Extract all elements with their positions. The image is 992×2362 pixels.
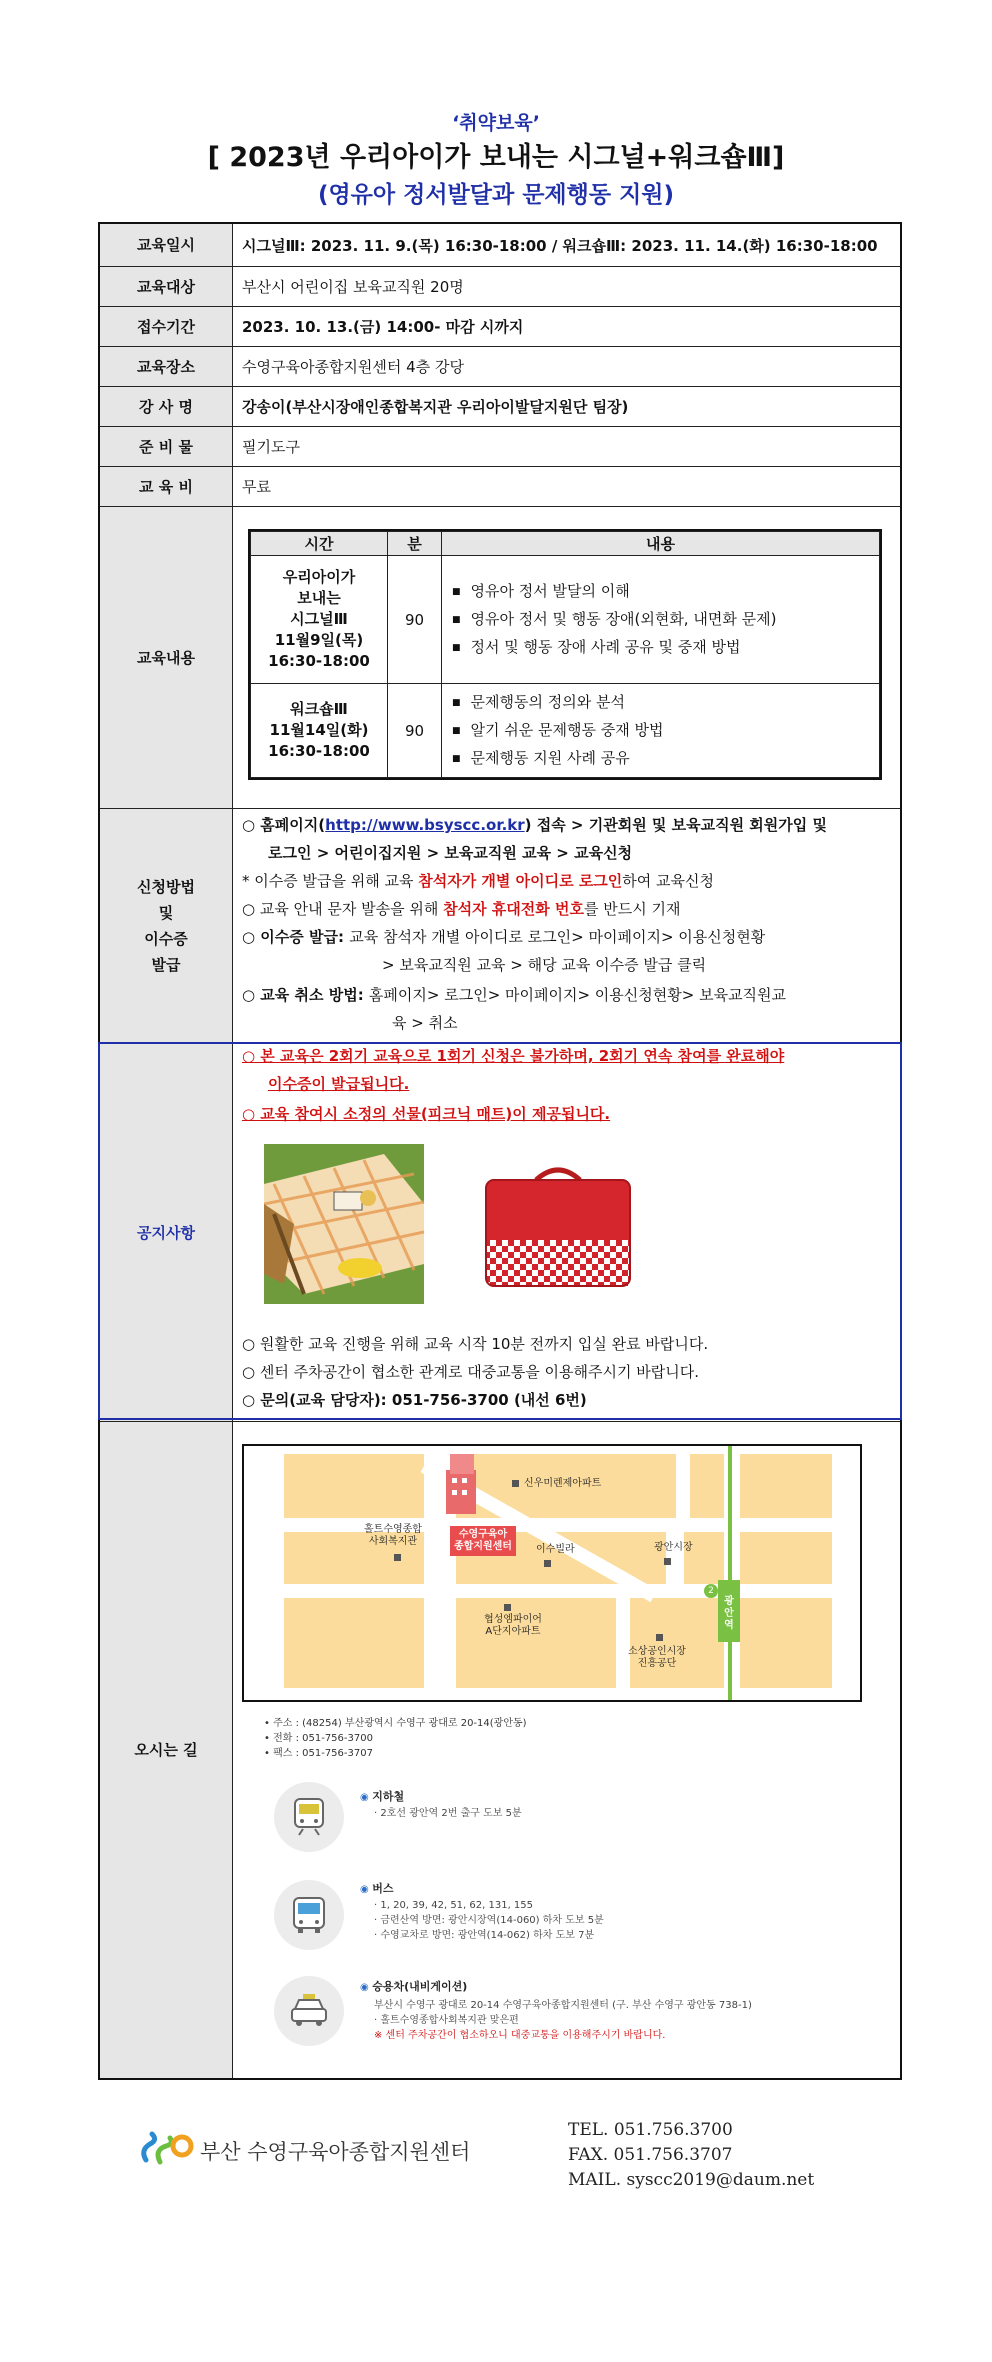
- row-supplies: [100, 427, 900, 467]
- map-market: 광안시장: [654, 1542, 693, 1553]
- location-map[interactable]: [242, 1444, 862, 1702]
- list-item: ■ 영유아 정서 및 행동 장애(외현화, 내면화 문제): [452, 606, 879, 634]
- station-badge: 2: [704, 1584, 718, 1598]
- target-value: 부산시 어린이집 보육교직원 20명: [242, 278, 464, 296]
- list-item: ■ 영유아 정서 발달의 이해: [452, 578, 879, 606]
- row-place: [100, 347, 900, 387]
- subway-line: · 2호선 광안역 2번 출구 도보 5분: [374, 1808, 522, 1819]
- table-row: [251, 684, 880, 778]
- instructor-label: 강 사 명: [100, 387, 233, 426]
- apply-line-3: * 이수증 발급을 위해 교육 참석자가 개별 아이디로 로그인하여 교육신청: [242, 872, 715, 890]
- apply-line-8: 육 > 취소: [392, 1014, 458, 1032]
- date-value: 시그널Ⅲ: 2023. 11. 9.(목) 16:30-18:00 / 워크숍Ⅲ: 2023. 11. 14.(화) 16:30-18:00: [242, 236, 878, 255]
- bus-icon: [274, 1880, 344, 1950]
- notice-line-1: ○ 본 교육은 2회기 교육으로 1회기 신청은 불가하며, 2회기 연속 참여를 완료해야: [242, 1047, 785, 1065]
- directions-label: 오시는 길: [100, 1422, 233, 2078]
- supplies-value: 필기도구: [242, 438, 300, 456]
- car-note: ※ 센터 주차공간이 협소하오니 대중교통을 이용해주시기 바랍니다.: [374, 2030, 666, 2041]
- phone-text: • 전화 : 051-756-3700: [264, 1733, 373, 1744]
- list-item: ■ 정서 및 행동 장애 사례 공유 및 중재 방법: [452, 634, 879, 662]
- session-minutes: 90: [388, 684, 442, 778]
- header-category: ‘취약보육’: [452, 112, 540, 134]
- session-minutes: 90: [388, 556, 442, 684]
- col-minutes: 분: [388, 532, 442, 556]
- map-villa: 이수빌라: [536, 1544, 575, 1555]
- fee-value: 무료: [242, 478, 271, 496]
- session-topics: [442, 684, 880, 778]
- target-label: 교육대상: [100, 267, 233, 306]
- picnic-mat-product-image: [478, 1162, 638, 1292]
- place-label: 교육장소: [100, 347, 233, 386]
- map-station: 광안역: [724, 1596, 734, 1631]
- list-item: ■ 문제행동의 정의와 분석: [452, 689, 879, 717]
- address-text: • 주소 : (48254) 부산광역시 수영구 광대로 20-14(광안동): [264, 1718, 527, 1729]
- homepage-link[interactable]: http://www.bsyscc.or.kr: [325, 816, 525, 834]
- apply-label: 신청방법 및 이수증 발급: [100, 809, 233, 1043]
- bus-line-3: · 수영교차로 방면: 광안역(14-062) 하차 도보 7분: [374, 1930, 595, 1941]
- bus-line-2: · 금련산역 방면: 광안시장역(14-060) 하차 도보 5분: [374, 1915, 604, 1926]
- footer-mail[interactable]: MAIL. syscc2019@daum.net: [568, 2170, 815, 2190]
- col-content: 내용: [442, 532, 880, 556]
- apply-line-4: ○ 교육 안내 문자 발송을 위해 참석자 휴대전화 번호를 반드시 기재: [242, 900, 681, 918]
- apply-line-6: > 보육교직원 교육 > 해당 교육 이수증 발급 클릭: [382, 956, 707, 974]
- notice-line-gift: ○ 교육 참여시 소정의 선물(피크닉 매트)이 제공됩니다.: [242, 1105, 611, 1123]
- car-line-1: 부산시 수영구 광대로 20-14 수영구육아종합지원센터 (구. 부산 수영구 광안동 738-1): [374, 2000, 752, 2011]
- row-fee: [100, 467, 900, 507]
- table-row: [251, 556, 880, 684]
- row-content: [100, 507, 900, 809]
- notice-line-2: 이수증이 발급됩니다.: [268, 1075, 410, 1093]
- bus-line-1: · 1, 20, 39, 42, 51, 62, 131, 155: [374, 1900, 534, 1911]
- page-subtitle: (영유아 정서발달과 문제행동 지원): [317, 182, 675, 208]
- footer-tel: TEL. 051.756.3700: [568, 2120, 733, 2140]
- row-notice: [100, 1044, 900, 1422]
- row-instructor: [100, 387, 900, 427]
- row-apply: [100, 809, 900, 1044]
- schedule-table: [248, 529, 882, 780]
- car-line-2: · 홀트수영종합사회복지관 맞은편: [374, 2015, 519, 2026]
- content-label: 교육내용: [100, 507, 233, 808]
- page-title: [ 2023년 우리아이가 보내는 시그널+워크숍Ⅲ]: [207, 142, 785, 173]
- row-period: [100, 307, 900, 347]
- period-value: 2023. 10. 13.(금) 14:00- 마감 시까지: [242, 318, 524, 336]
- car-icon: [274, 1976, 344, 2046]
- center-building-icon: [444, 1450, 480, 1514]
- instructor-value: 강송이(부산시장애인종합복지관 우리아이발달지원단 팀장): [242, 398, 629, 416]
- notice-line-3: ○ 원활한 교육 진행을 위해 교육 시작 10분 전까지 입실 완료 바랍니다.: [242, 1335, 709, 1353]
- supplies-label: 준 비 물: [100, 427, 233, 466]
- map-apt2: 협성엠파이어 A단지아파트: [484, 1614, 542, 1637]
- center-logo-icon: [138, 2128, 198, 2172]
- fee-label: 교 육 비: [100, 467, 233, 506]
- bus-title: ◉ 버스: [360, 1880, 393, 1896]
- center-logo: [138, 2128, 478, 2172]
- center-logo-text: 부산 수영구육아종합지원센터: [200, 2140, 471, 2164]
- info-table: [98, 222, 902, 2080]
- session-time: 워크숍Ⅲ 11월14일(화) 16:30-18:00: [251, 684, 388, 778]
- notice-line-4: ○ 센터 주차공간이 협소한 관계로 대중교통을 이용해주시기 바랍니다.: [242, 1363, 699, 1381]
- notice-line-5: ○ 문의(교육 담당자): 051-756-3700 (내선 6번): [242, 1391, 587, 1409]
- notice-label: 공지사항: [100, 1044, 233, 1421]
- row-target: [100, 267, 900, 307]
- apply-line-7: ○ 교육 취소 방법: 홈페이지> 로그인> 마이페이지> 이용신청현황> 보육교직원교: [242, 986, 787, 1004]
- col-time: 시간: [251, 532, 388, 556]
- row-date: [100, 224, 900, 267]
- footer-contact: [568, 2118, 814, 2193]
- period-label: 접수기간: [100, 307, 233, 346]
- apply-line-1: ○ 홈페이지(http://www.bsyscc.or.kr) 접속 > 기관회원 및 보육교직원 회원가입 및: [242, 816, 827, 834]
- list-item: ■ 문제행동 지원 사례 공유: [452, 745, 879, 773]
- picnic-mat-scene-image: [264, 1144, 424, 1304]
- map-center: 수영구육아 종합지원센터: [450, 1526, 516, 1556]
- map-apt1: 신우미렌제아파트: [524, 1478, 602, 1489]
- session-topics: [442, 556, 880, 684]
- map-union: 소상공인시장 진흥공단: [628, 1646, 686, 1669]
- list-item: ■ 알기 쉬운 문제행동 중재 방법: [452, 717, 879, 745]
- apply-line-5: ○ 이수증 발급: 교육 참석자 개별 아이디로 로그인> 마이페이지> 이용신청현황: [242, 928, 766, 946]
- car-title: ◉ 승용차(내비게이션): [360, 1978, 467, 1994]
- fax-text: • 팩스 : 051-756-3707: [264, 1748, 373, 1759]
- row-directions: [100, 1422, 900, 2078]
- session-time: 우리아이가 보내는 시그널Ⅲ 11월9일(목) 16:30-18:00: [251, 556, 388, 684]
- apply-line-2: 로그인 > 어린이집지원 > 보육교직원 교육 > 교육신청: [268, 844, 633, 862]
- subway-icon: [274, 1782, 344, 1852]
- subway-title: ◉ 지하철: [360, 1788, 404, 1804]
- map-welfare: 홀트수영종합 사회복지관: [364, 1524, 422, 1547]
- footer-fax: FAX. 051.756.3707: [568, 2145, 733, 2165]
- place-value: 수영구육아종합지원센터 4층 강당: [242, 358, 464, 376]
- date-label: 교육일시: [100, 224, 233, 266]
